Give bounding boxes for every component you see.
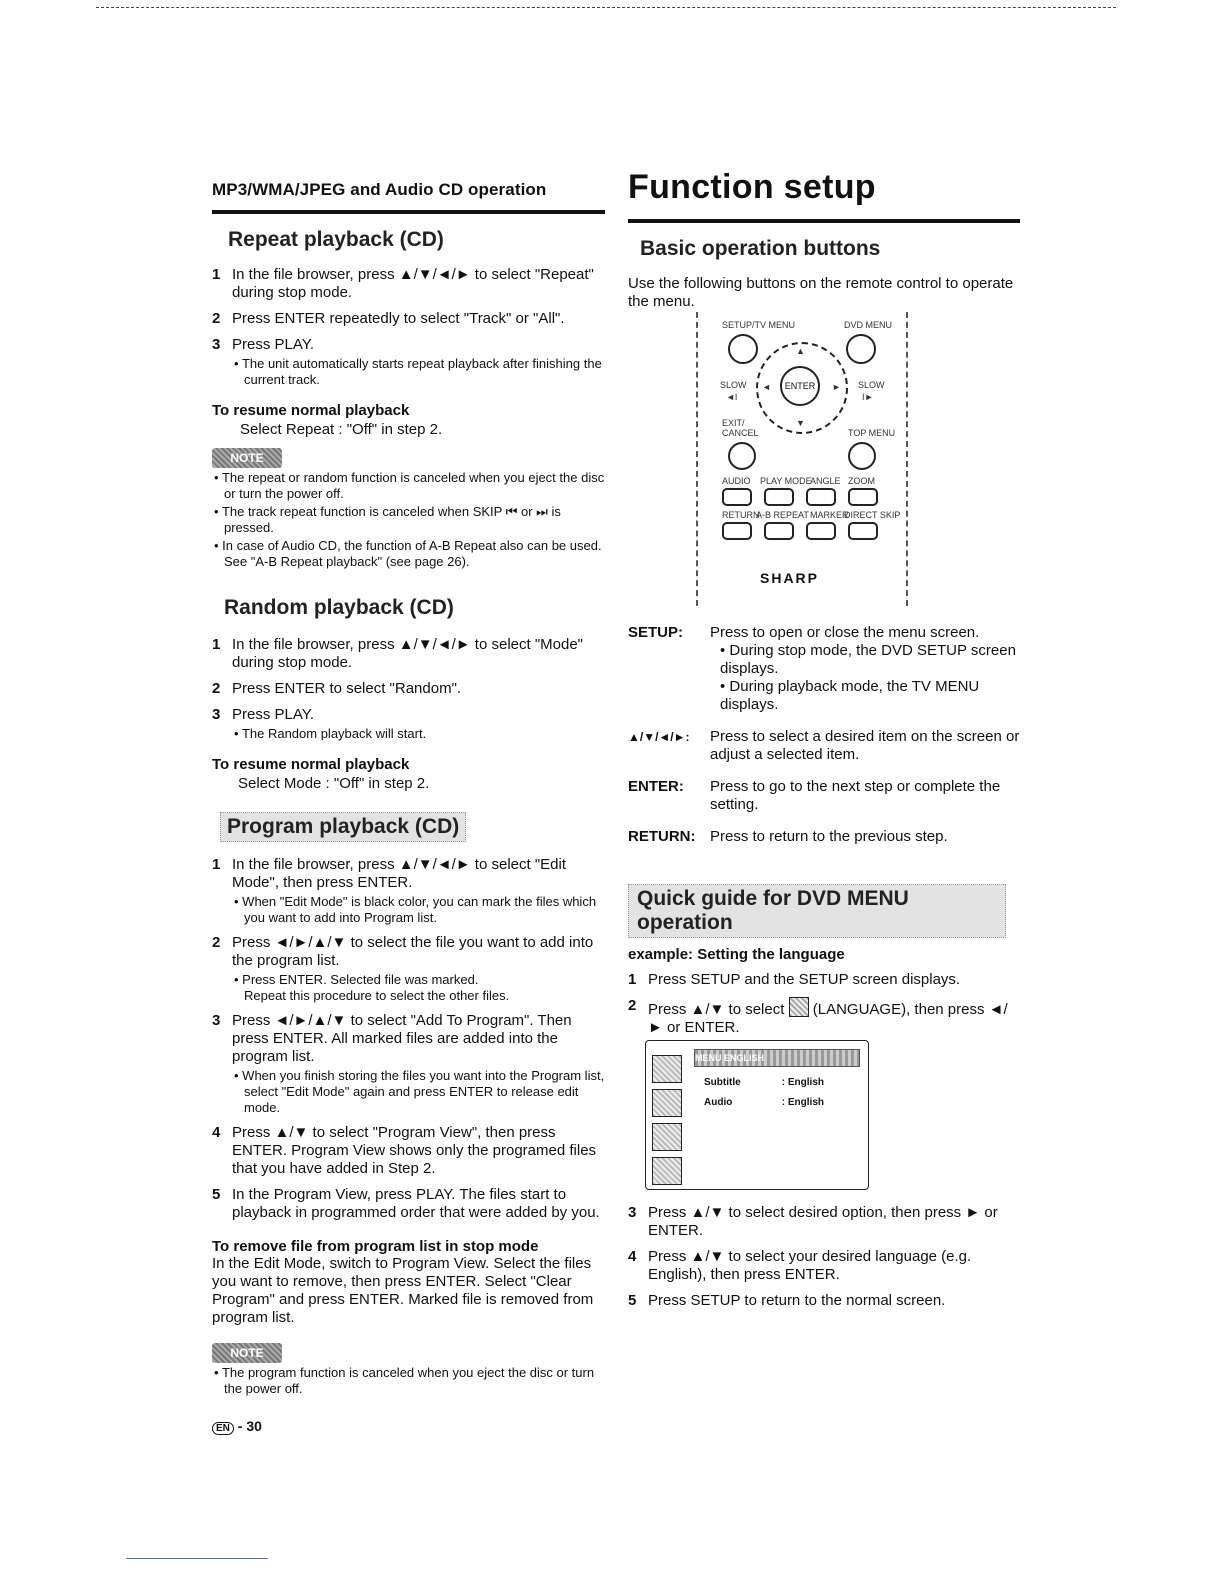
- section-header: MP3/WMA/JPEG and Audio CD operation: [212, 180, 547, 199]
- quick-guide-example: example: Setting the language: [628, 946, 845, 963]
- zoom-button[interactable]: [848, 488, 878, 506]
- program-step-3: 3 Press ◄/►/▲/▼ to select "Add To Program". Then press ENTER. All marked files are added into the program list. • When you finish storing the files you want into the Program list, select "Edit Mode" again and press ENTER to release edit mode.: [212, 1012, 605, 1116]
- title-rule: [628, 219, 1020, 223]
- quick-step-3: 3 Press ▲/▼ to select desired option, then press ► or ENTER.: [628, 1204, 998, 1239]
- audio-icon: [652, 1123, 682, 1151]
- language-icon: [789, 997, 809, 1017]
- note-badge: NOTE: [212, 1343, 282, 1363]
- def-return: RETURN: Press to return to the previous step.: [628, 828, 948, 845]
- program-step-4: 4 Press ▲/▼ to select "Program View", then press ENTER. Program View shows only the programed files that you have added in Step 2.: [212, 1124, 597, 1177]
- setup-button[interactable]: [728, 334, 758, 364]
- quick-step-4: 4 Press ▲/▼ to select your desired language (e.g. English), then press ENTER.: [628, 1248, 972, 1283]
- repeat-step-3: 3 Press PLAY. • The unit automatically starts repeat playback after finishing the current track.: [212, 336, 605, 388]
- exit-button[interactable]: [728, 442, 756, 470]
- play-mode-button[interactable]: [764, 488, 794, 506]
- repeat-step-1: 1 In the file browser, press ▲/▼/◄/► to select "Repeat" during stop mode.: [212, 266, 594, 301]
- note-item: • The program function is canceled when you eject the disc or turn the power off.: [212, 1365, 605, 1397]
- remove-title: To remove file from program list in stop mode: [212, 1238, 539, 1255]
- random-title: Random playback (CD): [224, 596, 454, 619]
- quick-step-2: 2 Press ▲/▼ to select (LANGUAGE), then press ◄/► or ENTER.: [628, 997, 1008, 1036]
- slow-left-symbol: ◄I: [726, 392, 738, 402]
- page-title: Function setup: [628, 168, 876, 206]
- marker-label: MARKER: [810, 510, 849, 520]
- button-definitions: [628, 610, 1020, 846]
- note-badge: NOTE: [212, 448, 282, 468]
- basic-title: Basic operation buttons: [640, 237, 881, 260]
- menu-row-audio[interactable]: Audio : English: [704, 1097, 825, 1108]
- slow-right-symbol: I►: [862, 392, 874, 402]
- program-step-2: 2 Press ◄/►/▲/▼ to select the file you want to add into the program list. • Press ENTER. Selected file was marked. Repeat this procedure to select the other files.: [212, 934, 605, 1004]
- random-step-1: 1 In the file browser, press ▲/▼/◄/► to select "Mode" during stop mode.: [212, 636, 583, 671]
- ab-repeat-label: A-B REPEAT: [756, 510, 809, 520]
- menu-header-bar: MENU ENGLISH: [694, 1049, 860, 1067]
- quick-guide-title-line1: Quick guide for DVD MENU: [637, 887, 909, 910]
- def-enter: ENTER: Press to go to the next step or complete the setting.: [628, 778, 1001, 813]
- basic-intro: Use the following buttons on the remote control to operate the menu.: [628, 275, 1014, 310]
- note-item: • The repeat or random function is canceled when you eject the disc or turn the power off.: [212, 470, 605, 502]
- menu-row-subtitle[interactable]: Subtitle : English: [704, 1077, 825, 1088]
- def-setup: SETUP: Press to open or close the menu screen. • During stop mode, the DVD SETUP screen displays. • During playback mode, the TV MENU displays.: [628, 624, 1016, 713]
- program-step-5: 5 In the Program View, press PLAY. The files start to playback in programmed order that were added by you.: [212, 1186, 600, 1221]
- direct-skip-button[interactable]: [848, 522, 878, 540]
- quick-step-1: 1 Press SETUP and the SETUP screen displays.: [628, 971, 961, 988]
- picture-icon: [652, 1089, 682, 1117]
- repeat-resume-title: To resume normal playback: [212, 402, 410, 419]
- left-column: [212, 180, 605, 1397]
- sharp-logo: SHARP: [760, 570, 820, 586]
- quick-step-5: 5 Press SETUP to return to the normal screen.: [628, 1292, 946, 1309]
- slow-left-label: SLOW: [720, 380, 747, 390]
- right-column: [628, 168, 1020, 311]
- language-icon: [652, 1055, 682, 1083]
- setup-menu-screen: [645, 1040, 869, 1190]
- repeat-title: Repeat playback (CD): [228, 228, 444, 251]
- play-mode-label: PLAY MODE: [760, 476, 812, 486]
- note-item: • The track repeat function is canceled when SKIP ⏮ or ⏭ is pressed.: [212, 504, 605, 536]
- dvd-menu-button[interactable]: [846, 334, 876, 364]
- zoom-label: ZOOM: [848, 476, 875, 486]
- enter-button[interactable]: ENTER: [780, 366, 820, 406]
- left-arrow-icon: ◄: [762, 382, 771, 392]
- repeat-step-2: 2 Press ENTER repeatedly to select "Track" or "All".: [212, 310, 565, 327]
- exit-cancel-label: EXIT/ CANCEL: [722, 418, 759, 438]
- audio-button[interactable]: [722, 488, 752, 506]
- remove-body: In the Edit Mode, switch to Program View. Select the files you want to remove, then press ENTER. Select "Clear Program" and press ENTER. Marked file is removed from program list.: [212, 1255, 594, 1326]
- quick-guide-title-box: [628, 884, 1006, 938]
- direct-skip-label: DIRECT SKIP: [844, 510, 901, 520]
- setup-menu-label: SETUP/TV MENU: [722, 320, 796, 330]
- angle-label: ANGLE: [810, 476, 841, 486]
- ab-repeat-button[interactable]: [764, 522, 794, 540]
- random-step-2: 2 Press ENTER to select "Random".: [212, 680, 462, 697]
- repeat-resume-body: Select Repeat : "Off" in step 2.: [240, 421, 443, 438]
- section-rule: [212, 210, 605, 214]
- quick-guide-title-line2: operation: [637, 911, 733, 934]
- up-arrow-icon: ▲: [796, 346, 805, 356]
- top-menu-label: TOP MENU: [848, 428, 896, 438]
- quick-guide-steps-continued: [628, 1196, 1020, 1310]
- slow-right-label: SLOW: [858, 380, 885, 390]
- return-button[interactable]: [722, 522, 752, 540]
- remote-control-illustration: [696, 312, 908, 606]
- angle-button[interactable]: [806, 488, 836, 506]
- marker-button[interactable]: [806, 522, 836, 540]
- program-title: Program playback (CD): [220, 812, 466, 842]
- audio-label: AUDIO: [722, 476, 751, 486]
- quick-guide: [628, 884, 1020, 1037]
- program-step-1: 1 In the file browser, press ▲/▼/◄/► to select "Edit Mode", then press ENTER. • When "Edit Mode" is black color, you can mark the files which you want to add into Program list.: [212, 856, 605, 926]
- dvd-menu-label: DVD MENU: [844, 320, 893, 330]
- def-arrows: ▲/▼/◄/►: Press to select a desired item on the screen or adjust a selected item.: [628, 728, 1020, 763]
- top-dashed-rule: [96, 7, 1116, 8]
- random-step-3: 3 Press PLAY. • The Random playback will start.: [212, 706, 605, 742]
- top-menu-button[interactable]: [848, 442, 876, 470]
- return-label: RETURN: [722, 510, 760, 520]
- random-resume-body: Select Mode : "Off" in step 2.: [238, 775, 430, 792]
- down-arrow-icon: ▼: [796, 418, 805, 428]
- bottom-rule: [126, 1558, 268, 1559]
- random-resume-title: To resume normal playback: [212, 756, 410, 773]
- language-badge: EN: [212, 1422, 234, 1435]
- page-number: EN - 30: [212, 1418, 262, 1435]
- right-arrow-icon: ►: [832, 382, 841, 392]
- rating-icon: [652, 1157, 682, 1185]
- note-item: • In case of Audio CD, the function of A-B Repeat also can be used. See "A-B Repeat playback" (see page 26).: [212, 538, 605, 570]
